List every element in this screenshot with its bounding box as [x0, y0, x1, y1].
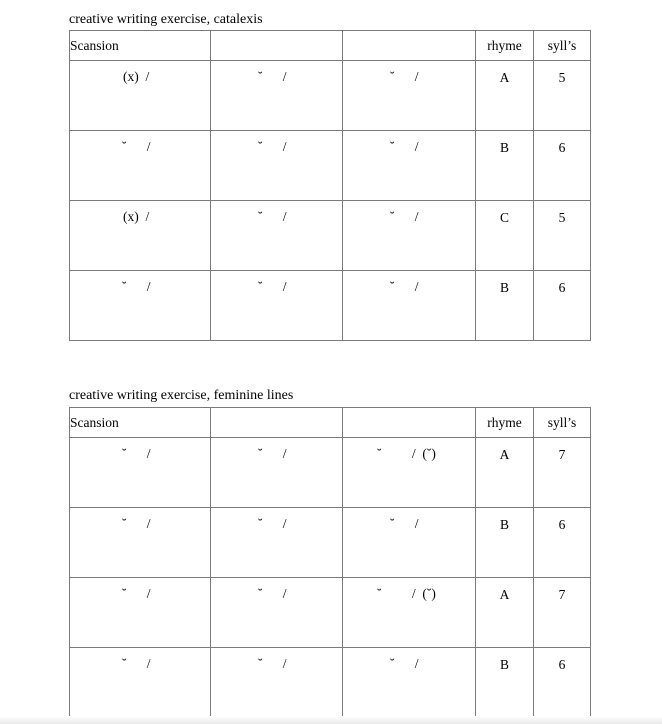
header-foot-2	[211, 31, 343, 61]
table-row	[70, 271, 591, 341]
header-rhyme: rhyme	[476, 408, 534, 438]
scansion-foot-2: ˘ /	[258, 446, 287, 461]
scansion-foot-2: ˘ /	[258, 69, 287, 84]
syllable-count: 7	[558, 447, 566, 462]
scansion-foot-2: ˘ /	[258, 139, 287, 154]
scansion-foot-1: (x) /	[123, 69, 150, 84]
table-header-row	[70, 408, 591, 438]
syllable-count: 7	[558, 587, 566, 602]
header-foot-3	[343, 408, 476, 438]
scansion-foot-2: ˘ /	[258, 516, 287, 531]
scansion-table-catalexis	[69, 30, 591, 341]
table-header-row	[70, 31, 591, 61]
scansion-foot-3: ˘ /	[390, 139, 419, 154]
scansion-foot-1: ˘ /	[122, 516, 151, 531]
scansion-foot-2: ˘ /	[258, 209, 287, 224]
table-row	[70, 201, 591, 271]
header-scansion: Scansion	[70, 408, 211, 438]
syllable-count: 6	[558, 657, 566, 672]
table-row	[70, 648, 591, 718]
header-syllables: syll’s	[534, 31, 591, 61]
scansion-foot-1: ˘ /	[122, 279, 151, 294]
syllable-count: 6	[558, 140, 566, 155]
scansion-foot-3: ˘ / (˘)	[377, 586, 436, 601]
scansion-foot-3: ˘ /	[390, 209, 419, 224]
scansion-foot-3: ˘ /	[390, 516, 419, 531]
scansion-foot-2: ˘ /	[258, 586, 287, 601]
syllable-count: 6	[558, 280, 566, 295]
scansion-foot-3: ˘ / (˘)	[377, 446, 436, 461]
scansion-foot-2: ˘ /	[258, 656, 287, 671]
scansion-foot-1: ˘ /	[122, 139, 151, 154]
scansion-table-feminine-lines	[69, 407, 591, 718]
table-row	[70, 131, 591, 201]
table-row	[70, 61, 591, 131]
rhyme-letter: A	[499, 70, 510, 85]
header-syllables: syll’s	[534, 408, 591, 438]
table-row	[70, 438, 591, 508]
syllable-count: 5	[558, 210, 566, 225]
rhyme-letter: A	[499, 447, 510, 462]
section-title-catalexis: creative writing exercise, catalexis	[69, 12, 263, 27]
scansion-foot-3: ˘ /	[390, 656, 419, 671]
scansion-foot-3: ˘ /	[390, 279, 419, 294]
rhyme-letter: B	[499, 657, 509, 672]
rhyme-letter: B	[499, 517, 509, 532]
table-row	[70, 578, 591, 648]
rhyme-letter: B	[499, 140, 509, 155]
rhyme-letter: A	[499, 587, 510, 602]
rhyme-letter: C	[499, 210, 509, 225]
scansion-foot-1: ˘ /	[122, 656, 151, 671]
header-foot-3	[343, 31, 476, 61]
rhyme-letter: B	[499, 280, 509, 295]
header-rhyme: rhyme	[476, 31, 534, 61]
section-title-feminine-lines: creative writing exercise, feminine lines	[69, 388, 294, 403]
scansion-foot-1: ˘ /	[122, 586, 151, 601]
scansion-foot-1: (x) /	[123, 209, 150, 224]
syllable-count: 6	[558, 517, 566, 532]
header-foot-2	[211, 408, 343, 438]
table-row	[70, 508, 591, 578]
scansion-foot-2: ˘ /	[258, 279, 287, 294]
scansion-foot-1: ˘ /	[122, 446, 151, 461]
scansion-foot-3: ˘ /	[390, 69, 419, 84]
syllable-count: 5	[558, 70, 566, 85]
header-scansion: Scansion	[70, 31, 211, 61]
page-bottom-edge	[0, 716, 662, 724]
